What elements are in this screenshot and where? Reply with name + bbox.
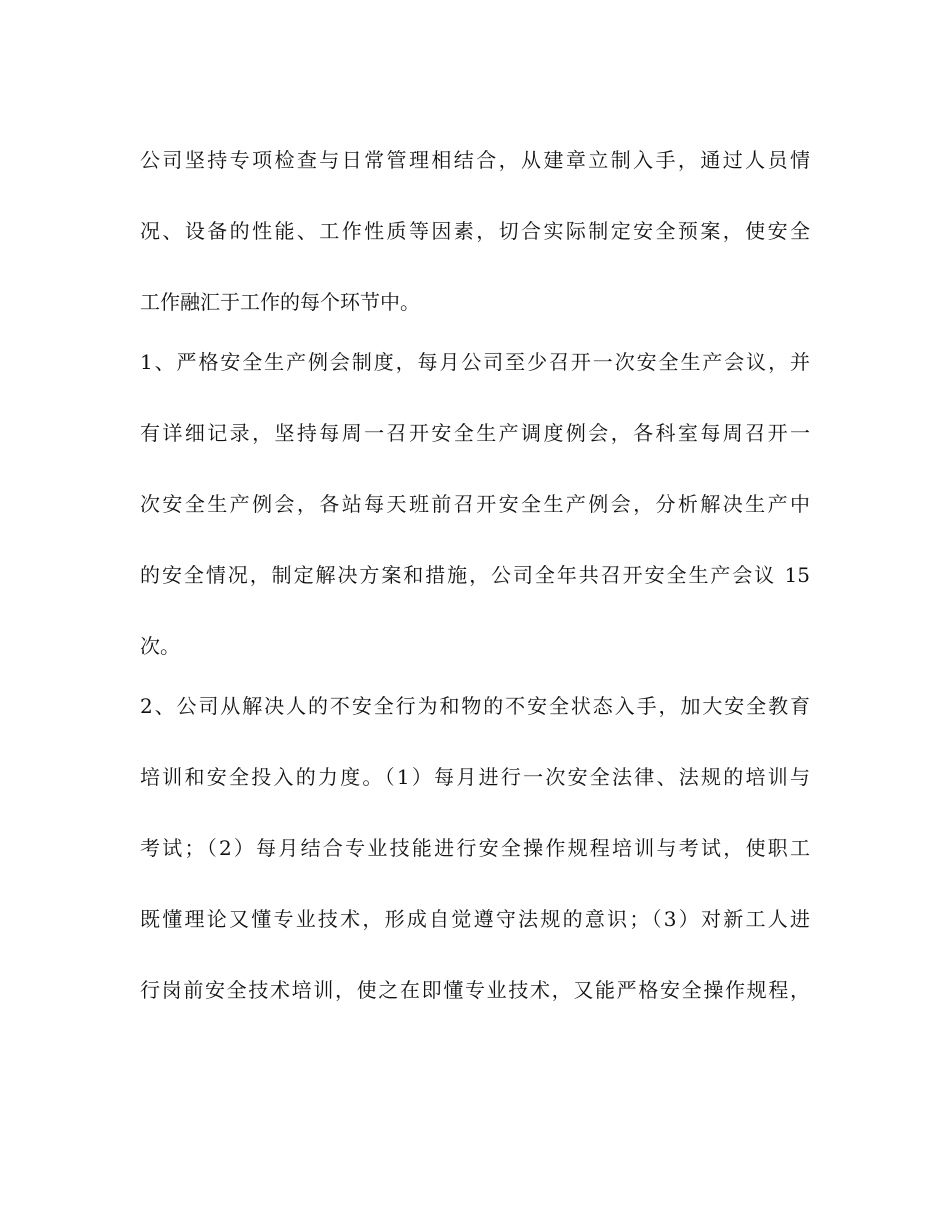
text-line: 次。 (140, 634, 180, 658)
text-line: 有详细记录，坚持每周一召开安全生产调度例会，各科室每周召开一 (140, 421, 810, 445)
text-line: 2、公司从解决人的不安全行为和物的不安全状态入手，加大安全教育 (140, 694, 810, 718)
text-line: 工作融汇于工作的每个环节中。 (140, 290, 420, 314)
text-line: 行岗前安全技术培训，使之在即懂专业技术，又能严格安全操作规程， (140, 978, 810, 1002)
text-line: 既懂理论又懂专业技术，形成自觉遵守法规的意识；（3）对新工人进 (140, 907, 810, 931)
text-line: 1、严格安全生产例会制度，每月公司至少召开一次安全生产会议，并 (140, 350, 810, 374)
text-line: 况、设备的性能、工作性质等因素，切合实际制定安全预案，使安全 (140, 219, 810, 243)
text-line: 次安全生产例会，各站每天班前召开安全生产例会，分析解决生产中 (140, 492, 810, 516)
text-line: 公司坚持专项检查与日常管理相结合，从建章立制入手，通过人员情 (140, 148, 810, 172)
text-line: 培训和安全投入的力度。（1）每月进行一次安全法律、法规的培训与 (140, 765, 810, 789)
text-line: 的安全情况，制定解决方案和措施，公司全年共召开安全生产会议 15 (140, 563, 810, 587)
text-line: 考试；（2）每月结合专业技能进行安全操作规程培训与考试，使职工 (140, 836, 810, 860)
